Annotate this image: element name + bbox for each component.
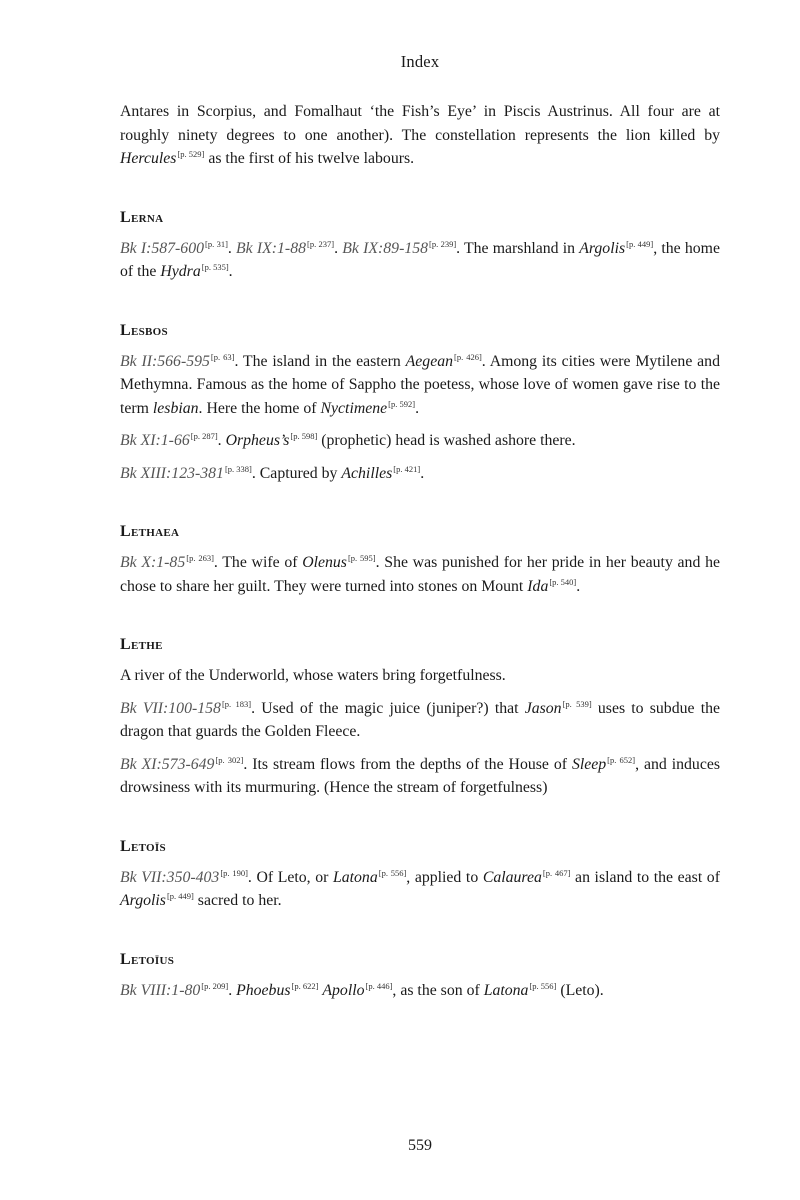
link-achilles[interactable]: Achilles: [341, 464, 393, 482]
book-ref-link[interactable]: Bk XI:573-649: [120, 755, 215, 773]
page-ref: [p. 426]: [454, 351, 482, 362]
headword-lerna: Lerna: [120, 208, 164, 226]
link-argolis[interactable]: Argolis: [579, 239, 626, 257]
link-calaurea[interactable]: Calaurea: [482, 868, 542, 886]
link-latona[interactable]: Latona: [332, 868, 378, 886]
page-ref: [p. 592]: [388, 398, 416, 409]
link-apollo[interactable]: Apollo: [322, 981, 365, 999]
entry-paragraph: Bk VII:350-403[p. 190]. Of Leto, or Latona[p. 556], applied to Calaurea[p. 467] an island to the east of Argolis[p. 449] sacred to her.: [120, 867, 720, 909]
page-ref: [p. 598]: [290, 431, 318, 441]
link-hydra[interactable]: Hydra: [160, 263, 201, 280]
page-ref: [p. 421]: [393, 463, 421, 474]
page-ref: [p. 302]: [215, 754, 244, 765]
entry-paragraph: Bk XI:573-649[p. 302]. Its stream flows from the depths of the House of Sleep[p. 652], and induces drowsiness with its murmuring. (Hence the stream of forgetfulness): [120, 754, 720, 796]
entry-letoius: [120, 951, 720, 1003]
page-ref: [p. 239]: [429, 238, 457, 249]
page-ref: [p. 535]: [201, 262, 229, 272]
index-body: [120, 100, 720, 1011]
book-ref-link[interactable]: Bk XIII:123-381: [120, 464, 224, 482]
link-latona[interactable]: Latona: [483, 981, 529, 999]
entry-paragraph: Bk I:587-600[p. 31]. Bk IX:1-88[p. 237]. Bk IX:89-158[p. 239]. The marshland in Argolis[p. 449], the home of the Hydra[p. 535].: [120, 238, 720, 280]
headword-lethe: Lethe: [120, 636, 163, 653]
page-ref: [p. 237]: [307, 238, 335, 249]
link-aegean[interactable]: Aegean: [405, 352, 454, 370]
page-ref: [p. 263]: [186, 553, 214, 563]
entry-paragraph: Bk X:1-85[p. 263]. The wife of Olenus[p. 595]. She was punished for her pride in her beauty and he chose to share her guilt. They were turned into stones on Mount Ida[p. 540].: [120, 553, 720, 595]
headword-lethaea: Lethaea: [120, 523, 180, 540]
book-ref-link[interactable]: Bk I:587-600: [120, 239, 205, 257]
entry-lethe: [120, 636, 720, 800]
emphasis-term: lesbian: [152, 399, 199, 417]
book-ref-link[interactable]: Bk IX:89-158: [342, 239, 429, 257]
link-hercules[interactable]: Hercules: [120, 150, 177, 167]
book-ref-link[interactable]: Bk X:1-85: [120, 554, 186, 571]
page-ref: [p. 209]: [201, 980, 229, 991]
page-ref: [p. 338]: [224, 463, 252, 474]
page-ref: [p. 529]: [177, 149, 205, 159]
entry-paragraph: Bk VIII:1-80[p. 209]. Phoebus[p. 622] Apollo[p. 446], as the son of Latona[p. 556] (Leto).: [120, 980, 604, 999]
page: [120, 0, 720, 1200]
page-ref: [p. 556]: [378, 867, 407, 878]
link-sleep[interactable]: Sleep: [571, 755, 607, 773]
entry-lethaea: [120, 523, 720, 598]
link-phoebus[interactable]: Phoebus: [236, 981, 291, 999]
page-ref: [p. 183]: [221, 698, 252, 709]
entry-lerna: [120, 209, 720, 284]
book-ref-link[interactable]: Bk VIII:1-80: [120, 981, 201, 999]
link-ida[interactable]: Ida: [527, 577, 549, 595]
page-ref: [p. 449]: [166, 891, 194, 901]
page-ref: [p. 63]: [210, 351, 235, 362]
page-ref: [p. 595]: [347, 553, 376, 563]
page-ref: [p. 556]: [529, 980, 557, 991]
link-olenus[interactable]: Olenus: [302, 554, 347, 571]
book-ref-link[interactable]: Bk XI:1-66: [120, 432, 190, 449]
page-ref: [p. 467]: [542, 867, 571, 878]
entry-paragraph: Bk II:566-595[p. 63]. The island in the eastern Aegean[p. 426]. Among its cities were Mytilene and Methymna. Famous as the home of Sappho the poetess, whose love of women gave rise to the term lesbian. Here the home of Nyctimene[p. 592].: [120, 351, 720, 417]
page-ref: [p. 31]: [205, 238, 228, 249]
link-orpheus[interactable]: Orpheus’s: [225, 432, 290, 449]
page-ref: [p. 539]: [562, 698, 592, 709]
headword-letois: Letoïs: [120, 837, 166, 855]
page-ref: [p. 622]: [291, 980, 319, 991]
page-ref: [p. 540]: [549, 576, 577, 587]
entry-paragraph: A river of the Underworld, whose waters bring forgetfulness.: [120, 667, 506, 684]
page-ref: [p. 287]: [190, 431, 218, 441]
link-argolis[interactable]: Argolis: [120, 892, 166, 909]
page-ref: [p. 449]: [626, 238, 654, 249]
running-head: Index: [400, 52, 440, 71]
book-ref-link[interactable]: Bk IX:1-88: [236, 239, 306, 257]
page-ref: [p. 652]: [607, 754, 636, 765]
entry-letois: [120, 838, 720, 913]
book-ref-link[interactable]: Bk VII:350-403: [120, 868, 220, 886]
book-ref-link[interactable]: Bk II:566-595: [120, 352, 210, 370]
entry-paragraph: Bk VII:100-158[p. 183]. Used of the magic juice (juniper?) that Jason[p. 539] uses to subdue the dragon that guards the Golden Fleece.: [120, 698, 720, 740]
page-number: 559: [408, 1137, 432, 1154]
link-jason[interactable]: Jason: [524, 699, 562, 717]
book-ref-link[interactable]: Bk VII:100-158: [120, 699, 221, 717]
entry-paragraph: Bk XI:1-66[p. 287]. Orpheus’s[p. 598] (prophetic) head is washed ashore there.: [120, 431, 576, 449]
page-ref: [p. 446]: [365, 980, 393, 991]
headword-letoius: Letoïus: [120, 950, 175, 968]
entry-lesbos: [120, 322, 720, 486]
page-ref: [p. 190]: [220, 867, 248, 878]
link-nyctimene[interactable]: Nyctimene: [320, 399, 388, 417]
headword-lesbos: Lesbos: [120, 321, 168, 339]
intro-paragraph: Antares in Scorpius, and Fomalhaut ‘the Fish’s Eye’ in Piscis Austrinus. All four are at roughly ninety degrees to one another). The constellation represents the lion killed by Hercules[p. 529] as the first of his twelve labours.: [120, 103, 720, 167]
entry-paragraph: Bk XIII:123-381[p. 338]. Captured by Achilles[p. 421].: [120, 463, 425, 482]
